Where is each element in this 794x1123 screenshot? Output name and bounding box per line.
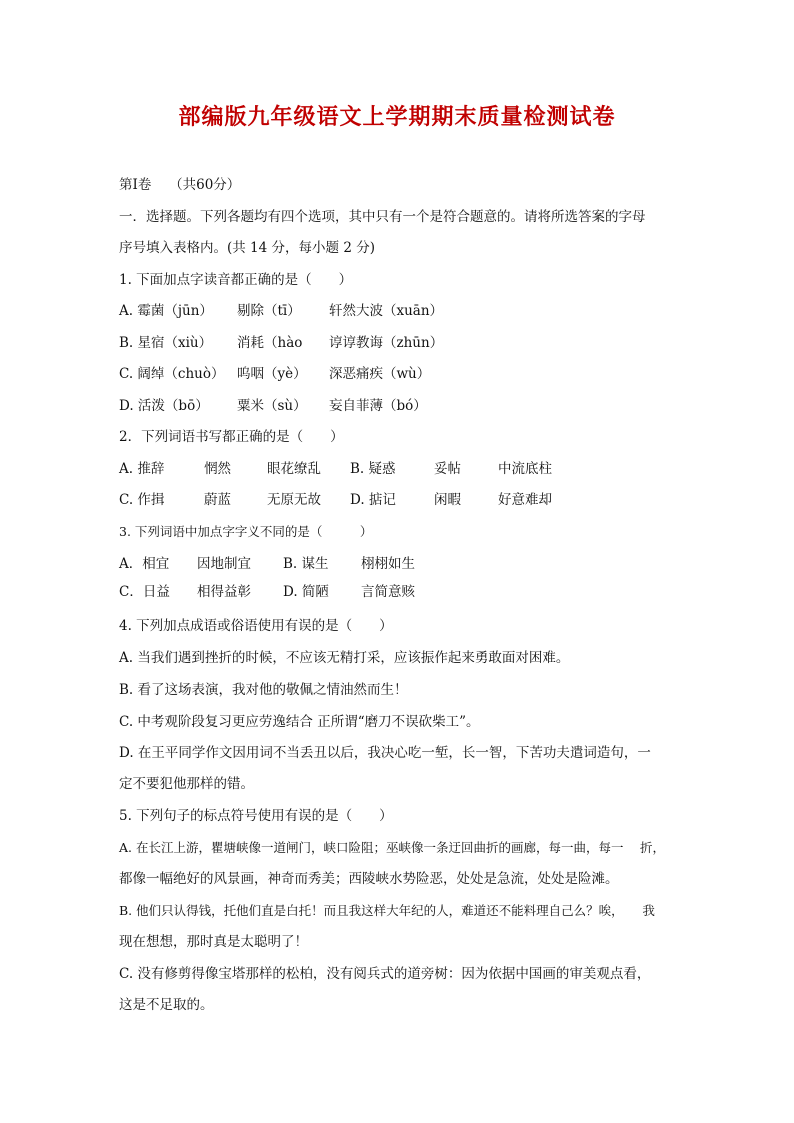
option-text: 谆谆教诲（zhūn） xyxy=(329,335,444,351)
question-5-option-b-line-1: B. 他们只认得钱，托他们直是白托！而且我这样大年纪的人，难道还不能料理自己么？唉， 我 xyxy=(119,903,655,918)
option-text: 好意难却 xyxy=(498,492,552,508)
option-text: A. 推辞 xyxy=(119,461,165,477)
option-text: 呜咽（yè） xyxy=(237,366,307,382)
option-text: 因地制宜 xyxy=(197,556,251,572)
option-text: 栩栩如生 xyxy=(361,556,415,572)
option-text: C. 阔绰（chuò） xyxy=(119,366,225,382)
option-text: D. 掂记 xyxy=(350,492,396,508)
section-header: 第Ⅰ卷 （共60分） xyxy=(119,177,241,193)
question-4-option-d-line-2: 定不要犯他那样的错。 xyxy=(119,776,254,792)
question-4-option-a: A. 当我们遇到挫折的时候，不应该无精打采，应该振作起来勇敢面对困难。 xyxy=(119,650,570,666)
question-2-stem: 2．下列词语书写都正确的是（ ） xyxy=(119,429,344,445)
option-text: 深恶痛疾（wù） xyxy=(329,366,431,382)
instructions-line-2: 序号填入表格内。(共 14 分，每小题 2 分) xyxy=(119,240,375,256)
question-1-stem: 1. 下面加点字读音都正确的是（ ） xyxy=(119,272,353,288)
option-text: 妥帖 xyxy=(434,461,461,477)
option-text: C. 作揖 xyxy=(119,492,165,508)
option-text: 妄自菲薄（bó） xyxy=(329,398,427,414)
option-text: 中流底柱 xyxy=(498,461,552,477)
option-text: 蔚蓝 xyxy=(204,492,231,508)
question-4-option-c: C. 中考观阶段复习更应劳逸结合 正所谓“磨刀不误砍柴工”。 xyxy=(119,714,480,730)
question-5-option-a-line-2: 都像一幅绝好的风景画，神奇而秀美；西陵峡水势险恶，处处是急流，处处是险滩。 xyxy=(119,871,619,887)
option-text: 惘然 xyxy=(204,461,231,477)
question-5-option-c-line-1: C. 没有修剪得像宝塔那样的松柏，没有阅兵式的道旁树：因为依据中国画的审美观点看， xyxy=(119,966,651,982)
option-text: C．日益 xyxy=(119,584,170,600)
question-5-option-b-line-2: 现在想想，那时真是太聪明了！ xyxy=(119,934,308,950)
question-4-option-d-line-1: D. 在王平同学作文因用词不当丢丑以后，我决心吃一堑，长一智，下苦功夫遣词造句，一 xyxy=(119,745,651,761)
question-3-stem: 3. 下列词语中加点字字义不同的是（ ） xyxy=(119,524,373,539)
question-5-option-c-line-2: 这是不足取的。 xyxy=(119,997,214,1013)
question-5-option-a-line-1: A. 在长江上游，瞿塘峡像一道闸门，峡口险阻；巫峡像一条迂回曲折的画廊，每一曲，每一 折， xyxy=(119,840,665,855)
option-text: A. 霉菌（jūn） xyxy=(119,303,213,319)
option-text: B. 谋生 xyxy=(283,556,329,572)
option-text: 眼花缭乱 xyxy=(267,461,321,477)
instructions-line-1: 一．选择题。下列各题均有四个选项，其中只有一个是符合题意的。请将所选答案的字母 xyxy=(119,209,646,225)
option-text: D. 简陋 xyxy=(283,584,329,600)
option-text: 言简意赅 xyxy=(361,584,415,600)
option-text: 消耗（hào xyxy=(237,335,303,351)
option-text: 轩然大波（xuān） xyxy=(329,303,444,319)
exam-title: 部编版九年级语文上学期期末质量检测试卷 xyxy=(178,104,616,130)
option-text: 无原无故 xyxy=(267,492,321,508)
option-text: D. 活泼（bō） xyxy=(119,398,209,414)
option-text: 相得益彰 xyxy=(197,584,251,600)
option-text: 粟米（sù） xyxy=(237,398,307,414)
option-text: 剔除（tī） xyxy=(237,303,301,319)
option-text: 闲暇 xyxy=(434,492,461,508)
option-text: A．相宜 xyxy=(119,556,170,572)
question-4-option-b: B. 看了这场表演，我对他的敬佩之情油然而生！ xyxy=(119,682,408,698)
option-text: B. 疑惑 xyxy=(350,461,396,477)
question-5-stem: 5. 下列句子的标点符号使用有误的是（ ） xyxy=(119,808,393,824)
question-4-stem: 4. 下列加点成语或俗语使用有误的是（ ） xyxy=(119,618,393,634)
option-text: B. 星宿（xiù） xyxy=(119,335,213,351)
